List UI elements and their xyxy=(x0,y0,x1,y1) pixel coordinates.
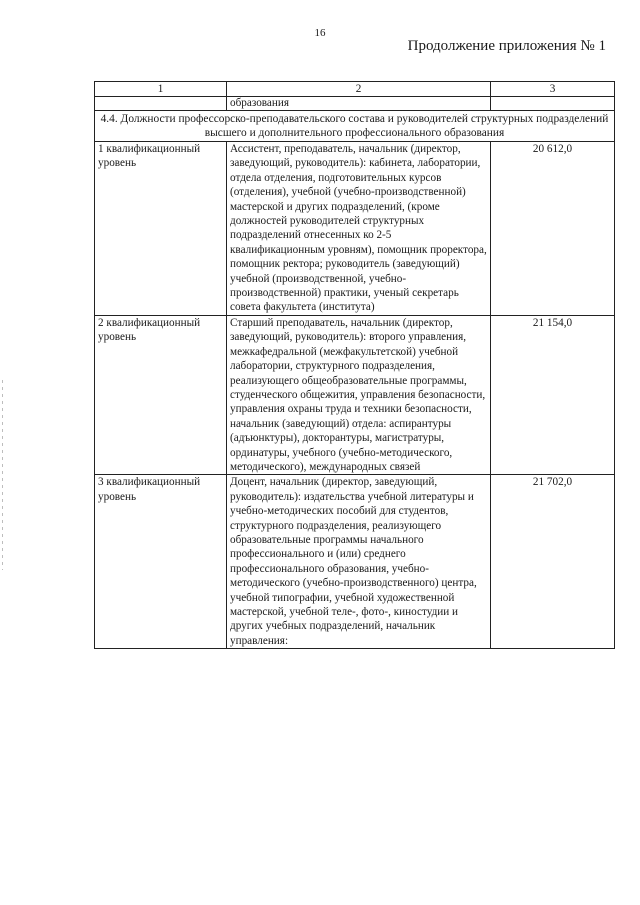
header-cell-2: 2 xyxy=(227,82,491,97)
section-row xyxy=(95,111,615,142)
positions-description: Доцент, начальник (директор, заведующий, руководитель): издательства учебной литературы и учебно-методических пособий для студентов, структурного подразделения, реализующего образовательные программы начального профессионального и (или) среднего профессионального образования, учебно-методического (учебно-производственного) центра, учебной типографии, учебной художественной мастерской, учебной теле-, фото-, киностудии и других учебных подразделений, начальник управления: xyxy=(227,475,491,649)
table-row xyxy=(95,475,615,649)
header-cell-3: 3 xyxy=(491,82,615,97)
qualification-level: 1 квалификационный уровень xyxy=(95,142,227,316)
page-number: 16 xyxy=(314,27,326,39)
section-title: 4.4. Должности профессорско-преподавательского состава и руководителей структурных подразделений высшего и дополнительного профессионального образования xyxy=(95,111,615,142)
table-header-row xyxy=(95,82,615,97)
salary-value: 21 154,0 xyxy=(491,315,615,474)
continued-row xyxy=(95,97,615,111)
table-row xyxy=(95,315,615,474)
salary-value: 20 612,0 xyxy=(491,142,615,316)
qualification-level: 2 квалификационный уровень xyxy=(95,315,227,474)
qualification-level: 3 квалификационный уровень xyxy=(95,475,227,649)
appendix-continuation-title: Продолжение приложения № 1 xyxy=(407,38,606,54)
header-cell-1: 1 xyxy=(95,82,227,97)
scan-edge-mark xyxy=(2,380,3,570)
positions-description: Ассистент, преподаватель, начальник (директор, заведующий, руководитель): кабинета, лаборатории, отдела отделения, подготовительных курсов (отделения), учебной (учебно-производственной) мастерской и других подразделений, (кроме должностей руководителей структурных подразделений отнесенных ко 2-5 квалификационным уровням), помощник проректора, помощник ректора; руководитель (заведующий) учебной (производственной, учебно-производственной) практики, ученый секретарь совета факультета (института) xyxy=(227,142,491,316)
continued-cell-2: образования xyxy=(227,97,491,111)
positions-table xyxy=(94,81,615,649)
salary-value: 21 702,0 xyxy=(491,475,615,649)
positions-description: Старший преподаватель, начальник (директор, заведующий, руководитель): второго управления, межкафедральной (межфакультетской) учебной лаборатории, структурного подразделения, реализующего общеобразовательные программы, студенческого общежития, управления безопасности, управления охраны труда и техники безопасности, начальник (заведующий) отдела: аспирантуры (адъюнктуры), докторантуры, магистратуры, ординатуры, учебного (учебно-методического, методического), международных связей xyxy=(227,315,491,474)
table-row xyxy=(95,142,615,316)
continued-cell-1 xyxy=(95,97,227,111)
continued-cell-3 xyxy=(491,97,615,111)
